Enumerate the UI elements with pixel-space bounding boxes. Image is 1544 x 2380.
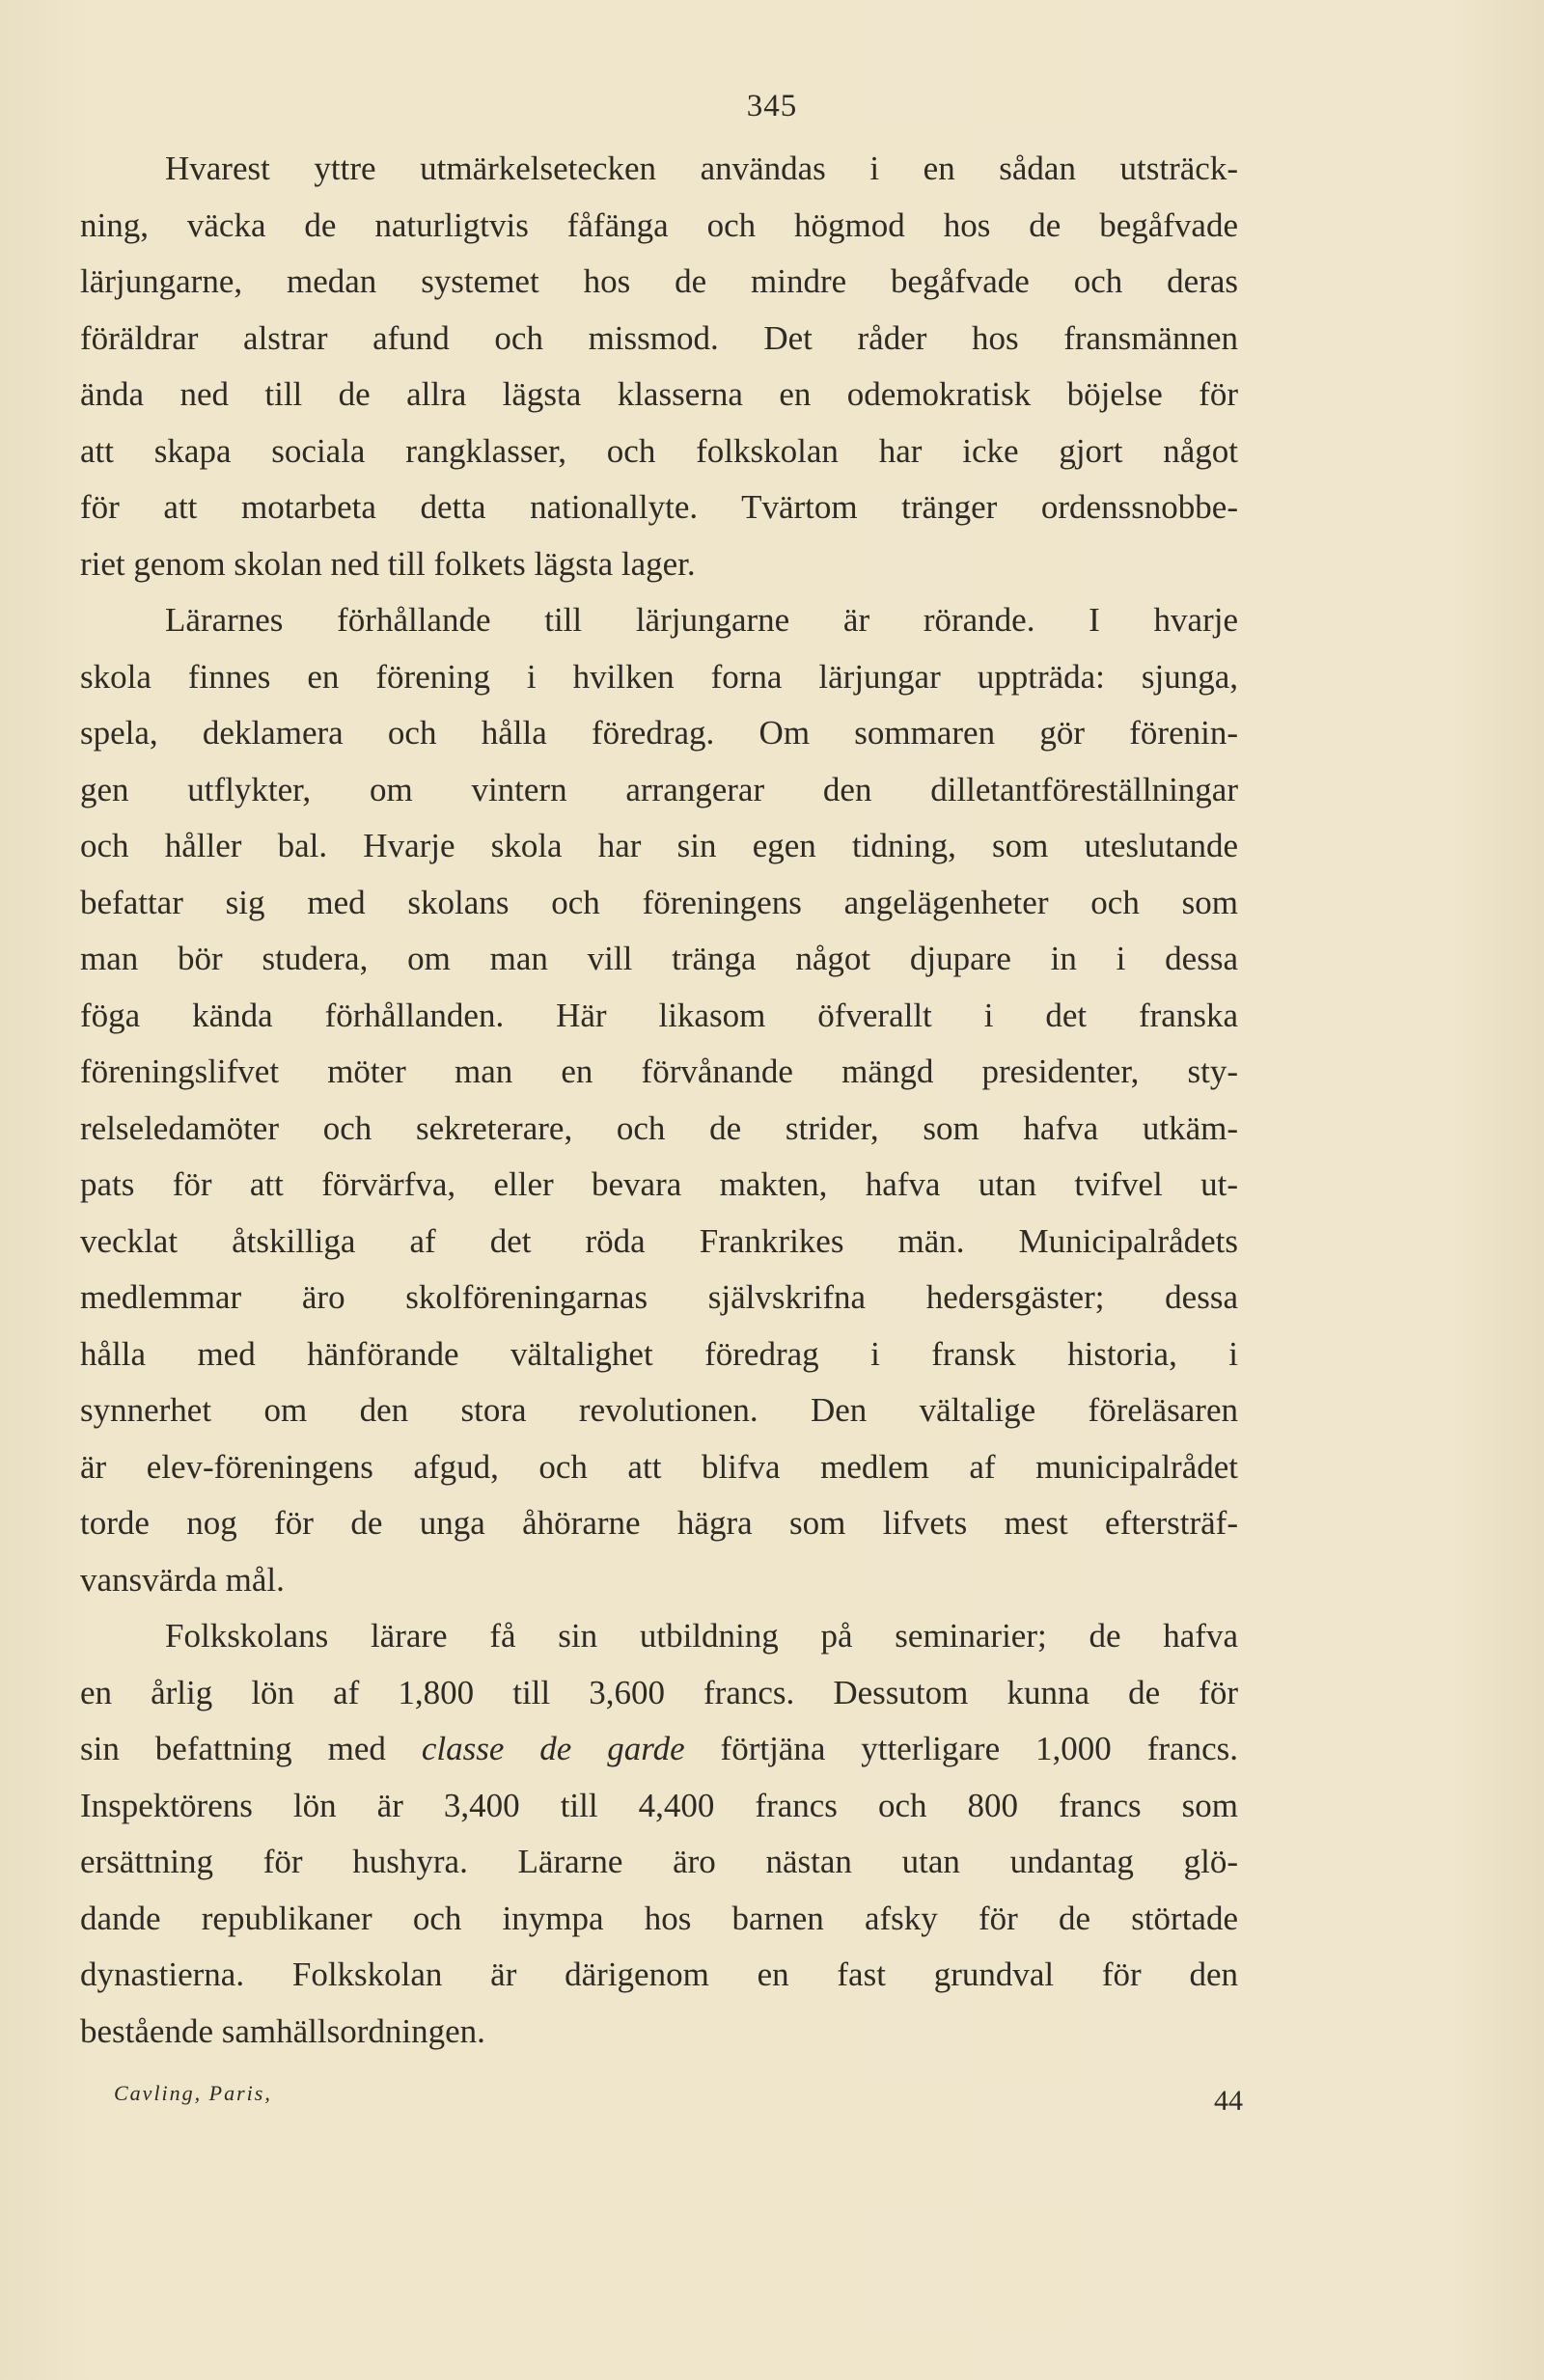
text-line: medlemmar äro skolföreningarnas självskrifna hedersgäster; dessa — [80, 1278, 1238, 1316]
text-line: och håller bal. Hvarje skola har sin egen tidning, som uteslutande — [80, 827, 1238, 864]
text-line: ersättning för hushyra. Lärarne äro nästan utan undantag glö- — [80, 1843, 1238, 1880]
text-line: riet genom skolan ned till folkets lägsta lager. — [80, 544, 696, 583]
paragraph-3 — [80, 1608, 1238, 2060]
text-line: lärjungarne, medan systemet hos de mindre begåfvade och deras — [80, 262, 1238, 300]
page-footer — [114, 2081, 1243, 2129]
printer-signature: Cavling, Paris, — [114, 2081, 272, 2105]
text-line: skola finnes en förening i hvilken forna lärjungar uppträda: sjunga, — [80, 657, 1238, 696]
text-line: dynastierna. Folkskolan är därigenom en fast grundval för den — [80, 1956, 1238, 1993]
text-line: att skapa sociala rangklasser, och folkskolan har icke gjort något — [80, 431, 1238, 470]
body-text — [80, 141, 1238, 2060]
text-line: en årlig lön af 1,800 till 3,600 francs. Dessutom kunna de för — [80, 1673, 1238, 1711]
text-line: föreningslifvet möter man en förvånande mängd presidenter, sty- — [80, 1053, 1238, 1090]
text-line: ända ned till de allra lägsta klasserna en odemokratisk böjelse för — [80, 375, 1238, 413]
text-line: föga kända förhållanden. Här likasom öfverallt i det franska — [80, 996, 1238, 1034]
paragraph-2 — [80, 592, 1238, 1608]
text-fragment: sin befattning med — [80, 1730, 422, 1767]
text-line: ning, väcka de naturligtvis fåfänga och högmod hos de begåfvade — [80, 205, 1238, 244]
text-fragment: förtjäna ytterligare 1,000 francs. — [684, 1730, 1238, 1767]
text-line: spela, deklamera och hålla föredrag. Om sommaren gör förenin- — [80, 714, 1238, 752]
sheet-number: 44 — [1214, 2085, 1243, 2117]
text-line: synnerhet om den stora revolutionen. Den vältalige föreläsaren — [80, 1391, 1238, 1429]
text-line: Hvarest yttre utmärkelsetecken användas i en sådan utsträck- — [165, 150, 1238, 187]
paragraph-1 — [80, 141, 1238, 592]
text-line: är elev-föreningens afgud, och att blifva medlem af municipalrådet — [80, 1447, 1238, 1486]
text-line: för att motarbeta detta nationallyte. Tvärtom tränger ordenssnobbe- — [80, 488, 1238, 526]
text-line: torde nog för de unga åhörarne hägra som lifvets mest eftersträf- — [80, 1504, 1238, 1542]
text-line: relseledamöter och sekreterare, och de strider, som hafva utkäm- — [80, 1108, 1238, 1147]
text-line: bestående samhällsordningen. — [80, 2011, 485, 2050]
text-line: Inspektörens lön är 3,400 till 4,400 francs och 800 francs som — [80, 1786, 1238, 1824]
text-line: vecklat åtskilliga af det röda Frankrikes män. Municipalrådets — [80, 1221, 1238, 1260]
page-number: 345 — [746, 89, 798, 123]
text-line: vansvärda mål. — [80, 1560, 285, 1599]
text-line: föräldrar alstrar afund och missmod. Det råder hos fransmännen — [80, 318, 1238, 357]
text-line: hålla med hänförande vältalighet föredrag i fransk historia, i — [80, 1334, 1238, 1373]
text-line: gen utflykter, om vintern arrangerar den dilletantföreställningar — [80, 770, 1238, 808]
text-line-with-italic — [80, 1721, 1238, 1778]
text-line: dande republikaner och inympa hos barnen afsky för de störtade — [80, 1899, 1238, 1937]
italic-phrase: classe de garde — [421, 1730, 685, 1767]
text-line: Lärarnes förhållande till lärjungarne är rörande. I hvarje — [165, 601, 1238, 639]
text-line: Folkskolans lärare få sin utbildning på seminarier; de hafva — [165, 1617, 1238, 1655]
text-line: man bör studera, om man vill tränga något djupare in i dessa — [80, 940, 1238, 977]
text-line: pats för att förvärfva, eller bevara makten, hafva utan tvifvel ut- — [80, 1165, 1238, 1203]
text-line: befattar sig med skolans och föreningens angelägenheter och som — [80, 883, 1238, 921]
